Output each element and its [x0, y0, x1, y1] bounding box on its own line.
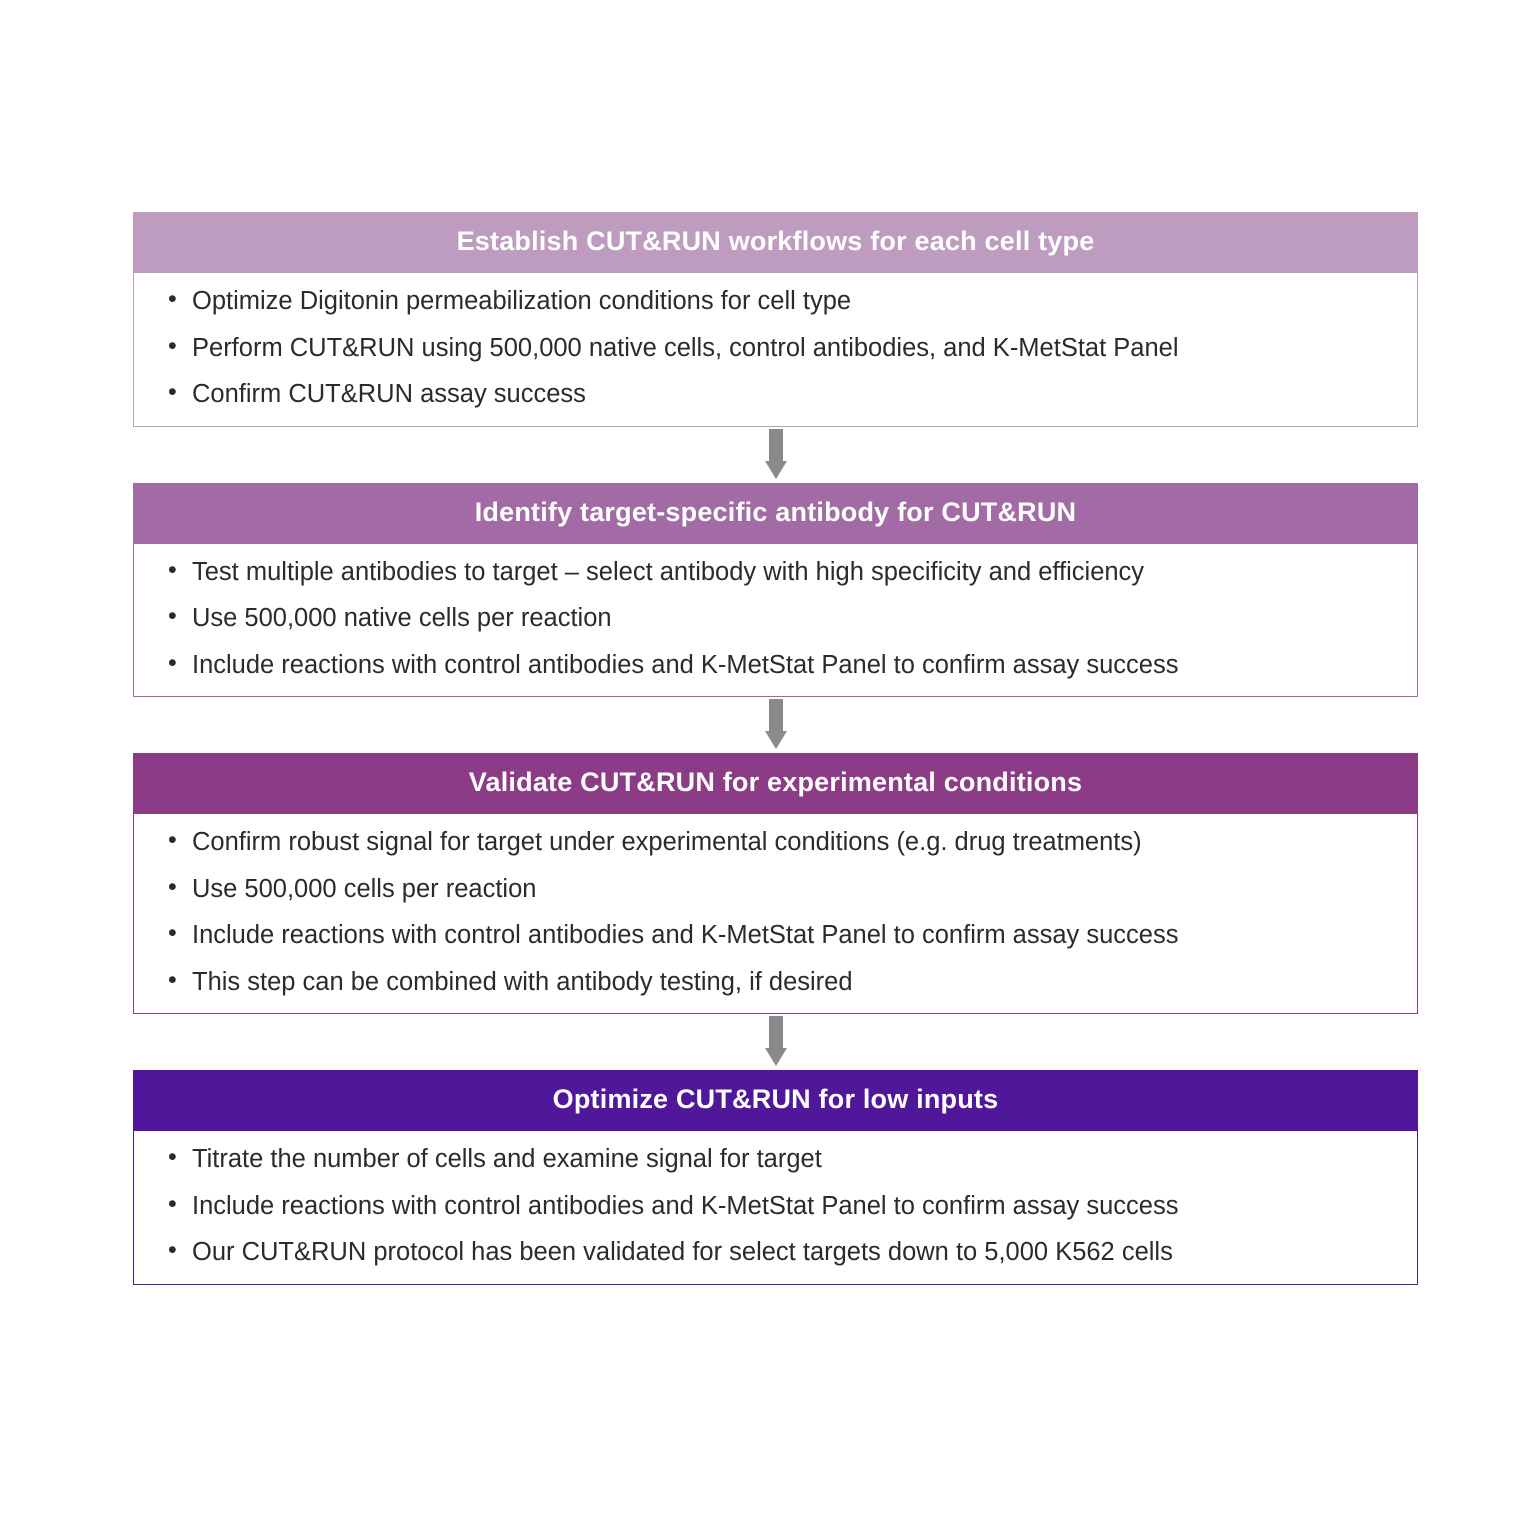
down-arrow-icon: [765, 429, 787, 481]
list-item: • Include reactions with control antibodies and K-MetStat Panel to confirm assay success: [154, 1194, 1397, 1220]
arrow-2-to-3: [133, 697, 1418, 753]
step-1-bullet-list: [154, 289, 1397, 408]
step-2-body: [133, 544, 1418, 698]
step-2-bullet-list: [154, 557, 1397, 679]
list-item: • Perform CUT&RUN using 500,000 native cells, control antibodies, and K-MetStat Panel: [154, 336, 1397, 362]
list-item: • This step can be combined with antibody testing, if desired: [154, 970, 1397, 996]
list-item: • Our CUT&RUN protocol has been validated for select targets down to 5,000 K562 cells: [154, 1240, 1397, 1266]
list-item: • Include reactions with control antibodies and K-MetStat Panel to confirm assay success: [154, 653, 1397, 679]
flow-step-2: [133, 483, 1418, 698]
list-item: • Optimize Digitonin permeabilization conditions for cell type: [154, 289, 1397, 315]
step-3-body: [133, 814, 1418, 1014]
step-3-title: Validate CUT&RUN for experimental conditions: [133, 753, 1418, 814]
step-1-title: Establish CUT&RUN workflows for each cell type: [133, 212, 1418, 273]
list-item: • Titrate the number of cells and examine signal for target: [154, 1147, 1397, 1173]
list-item: • Use 500,000 cells per reaction: [154, 877, 1397, 903]
step-2-title: Identify target-specific antibody for CUT&RUN: [133, 483, 1418, 544]
step-3-bullet-list: [154, 830, 1397, 995]
flow-step-3: [133, 753, 1418, 1014]
flow-step-1: [133, 212, 1418, 427]
step-4-bullet-list: [154, 1147, 1397, 1266]
list-item: • Include reactions with control antibodies and K-MetStat Panel to confirm assay success: [154, 923, 1397, 949]
flow-step-4: [133, 1070, 1418, 1285]
down-arrow-icon: [765, 1016, 787, 1068]
list-item: • Test multiple antibodies to target – select antibody with high specificity and efficiency: [154, 560, 1397, 586]
flowchart: [133, 212, 1418, 1285]
list-item: • Confirm robust signal for target under experimental conditions (e.g. drug treatments): [154, 830, 1397, 856]
step-1-body: [133, 273, 1418, 427]
down-arrow-icon: [765, 699, 787, 751]
step-4-body: [133, 1131, 1418, 1285]
list-item: • Confirm CUT&RUN assay success: [154, 382, 1397, 408]
list-item: • Use 500,000 native cells per reaction: [154, 606, 1397, 632]
arrow-1-to-2: [133, 427, 1418, 483]
arrow-3-to-4: [133, 1014, 1418, 1070]
step-4-title: Optimize CUT&RUN for low inputs: [133, 1070, 1418, 1131]
